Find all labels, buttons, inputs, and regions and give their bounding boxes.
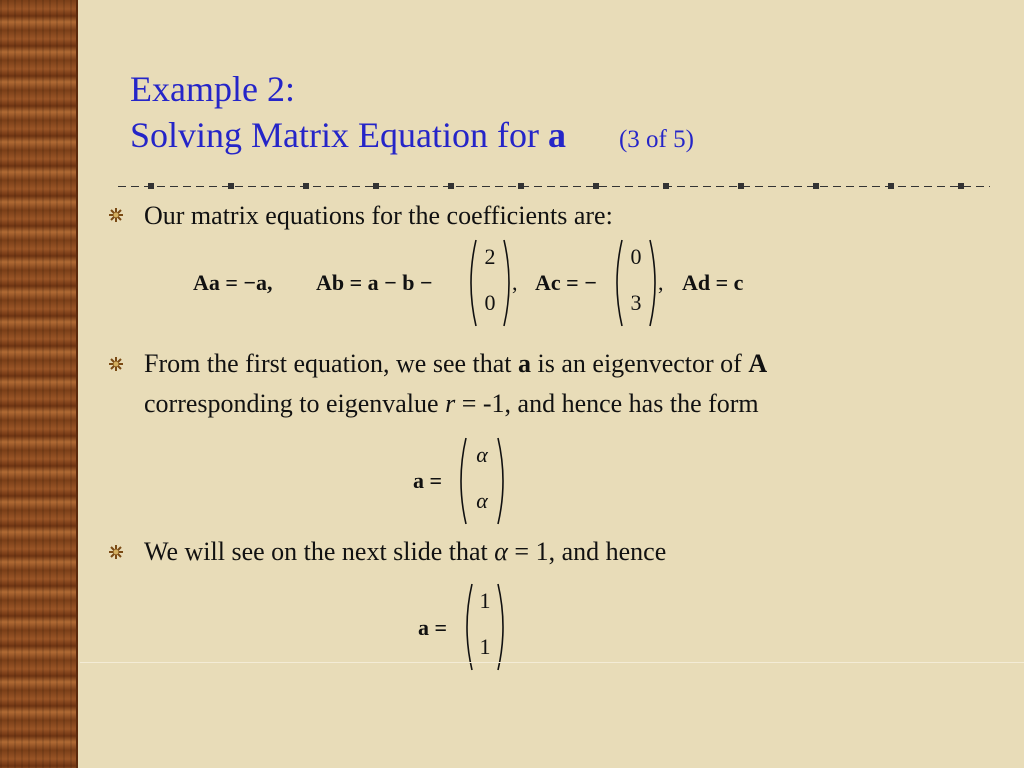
eq2-lhs: a = (413, 468, 443, 493)
eq1-ad (682, 270, 743, 296)
bullet-2-part-a: From the first equation, we see that (144, 349, 512, 378)
vec1-top: 2 (484, 244, 496, 269)
eq1-ac (535, 270, 597, 296)
title-bold-a: a (547, 115, 566, 155)
equation-1 (193, 270, 272, 296)
decorative-side-strip (0, 0, 78, 768)
asterisk-star-icon (108, 207, 124, 223)
vec3-top: 1 (479, 588, 491, 613)
bullet-1-text: Our matrix equations for the coefficients are: (144, 201, 613, 230)
eq1-part1: Aa = −a, (193, 270, 273, 295)
title-line-2: Solving Matrix Equation for (130, 115, 539, 155)
vector-2-0 (466, 238, 514, 328)
bullet-2-part-b: is an eigenvector of (537, 349, 742, 378)
eq1-part2: Ab = a − b − (316, 270, 433, 295)
vec1-bottom: 0 (484, 290, 496, 315)
bottom-guide-line (80, 662, 1024, 663)
title-counter: (3 of 5) (618, 126, 694, 153)
bullet-2-bold-A: A (748, 349, 768, 378)
vector-alpha (456, 436, 508, 526)
eq1-ab (316, 270, 432, 296)
bullet-3-var-alpha: α (494, 537, 508, 566)
bullet-2-part-d: = -1, and hence has the form (461, 389, 759, 418)
bullet-2-bold-a: a (518, 349, 532, 378)
title-line-1: Example 2: (130, 69, 295, 109)
bullet-2-var-r: r (445, 389, 456, 418)
bullet-3-text (144, 532, 666, 572)
asterisk-star-icon (108, 544, 124, 560)
asterisk-star-icon (108, 356, 124, 372)
bullet-3-part-b: = 1, and hence (514, 537, 667, 566)
bullet-2-part-c: corresponding to eigenvalue (144, 389, 439, 418)
slide-title (130, 66, 694, 163)
eq3-lhs: a = (418, 615, 448, 640)
vec2-bottom: 3 (630, 290, 642, 315)
vec-alpha-top: α (476, 442, 488, 467)
equation-3 (418, 615, 447, 641)
eq1-part4: Ad = c (682, 270, 744, 295)
vec-alpha-bottom: α (476, 488, 488, 513)
equation-2 (413, 468, 442, 494)
eq1-comma-2: , (658, 270, 664, 295)
vec2-top: 0 (630, 244, 642, 269)
title-divider (118, 184, 990, 190)
vector-0-3 (612, 238, 660, 328)
eq1-part3: Ac = − (535, 270, 597, 295)
vector-1-1 (462, 582, 508, 672)
bullet-2-text (144, 344, 974, 424)
bullet-3-part-a: We will see on the next slide that (144, 537, 488, 566)
eq1-comma-1: , (512, 270, 518, 295)
vec3-bottom: 1 (479, 634, 491, 659)
